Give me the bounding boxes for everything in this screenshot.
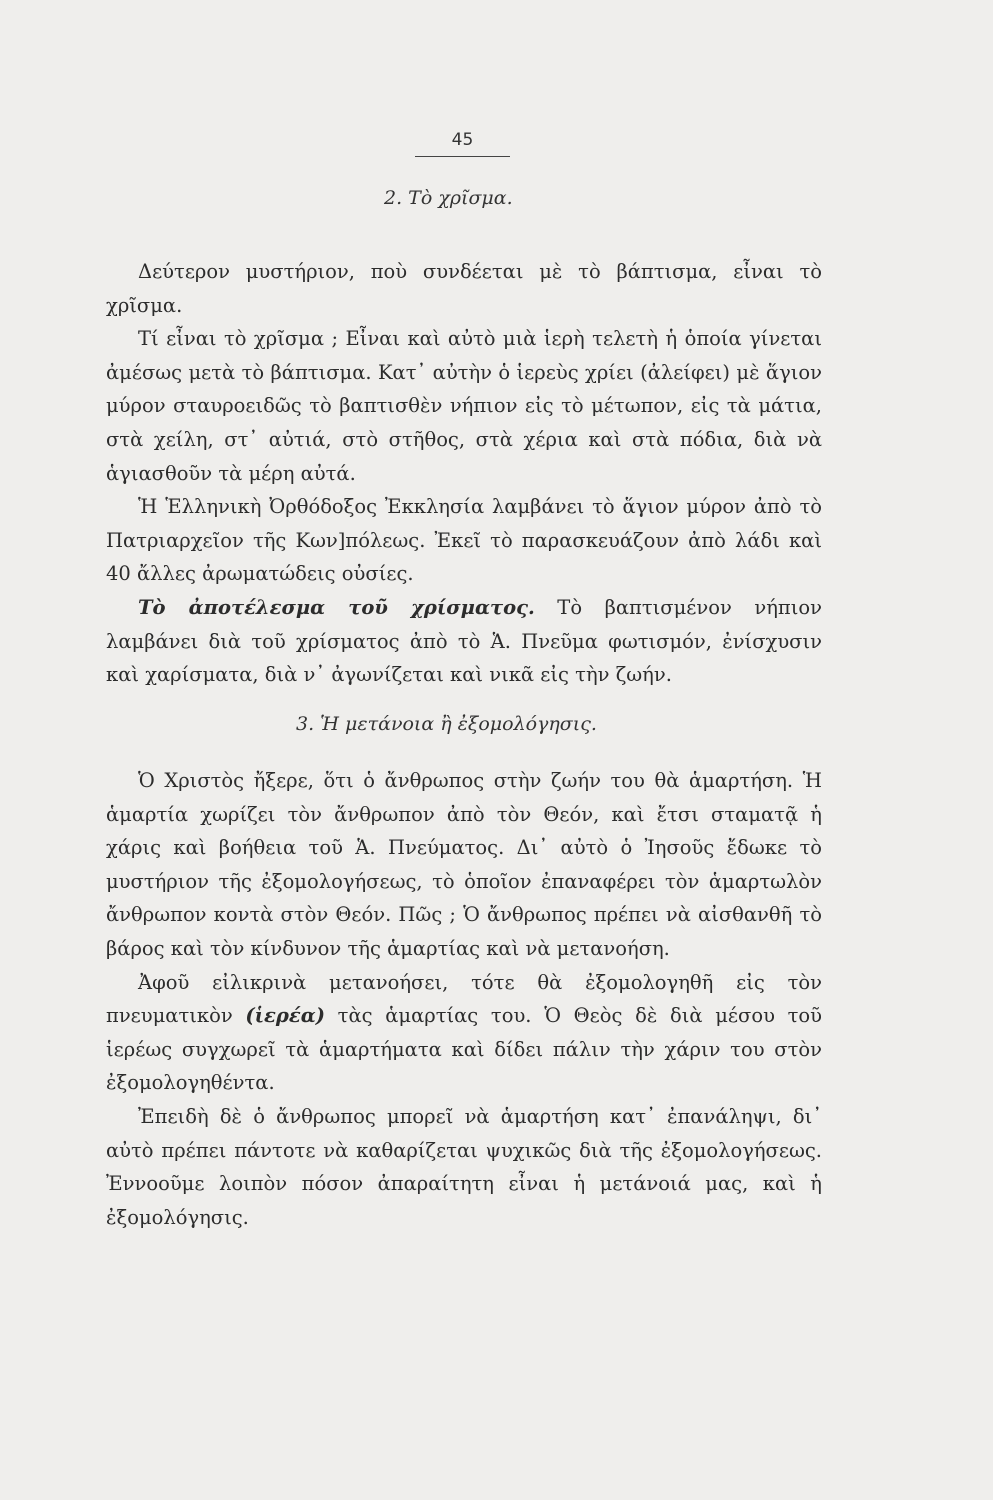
section-heading-chrisma: 2. Τὸ χρῖσμα. (384, 187, 513, 209)
result-label: Τὸ ἀποτέλεσμα τοῦ χρίσματος. (138, 595, 535, 619)
paragraph: Ὁ Χριστὸς ἤξερε, ὅτι ὁ ἄνθρωπος στὴν ζωήν του θὰ ἁμαρτήση. Ἡ ἁμαρτία χωρίζει τὸν ἄνθρωπον ἀπὸ τὸν Θεόν, καὶ ἔτσι σταματᾷ ἡ χάρις καὶ βοήθεια τοῦ Ἁ. Πνεύματος. Δι᾽ αὐτὸ ὁ Ἰησοῦς ἔδωκε τὸ μυστήριον τῆς ἐξομολογήσεως, τὸ ὁποῖον ἐπαναφέρει τὸν ἁμαρτωλὸν ἄνθρωπον κοντὰ στὸν Θεόν. Πῶς ; Ὁ ἄνθρωπος πρέπει νὰ αἰσθανθῆ τὸ βάρος καὶ τὸν κίνδυνον τῆς ἁμαρτίας καὶ νὰ μετανοήση. (106, 769, 822, 960)
paragraph-result (106, 591, 822, 692)
result-text: Τὸ βαπτισμένον νήπιον λαμβάνει διὰ τοῦ χρίσματος ἀπὸ τὸ Ἁ. Πνεῦμα φωτισμόν, ἐνίσχυσιν καὶ χαρίσματα, διὰ ν᾽ ἀγωνίζεται καὶ νικᾶ εἰς τὴν ζωήν. (106, 595, 822, 687)
emphasis-priest: (ἱερέα) (245, 1004, 325, 1028)
text-run: Ἀφοῦ εἰλικρινὰ μετανοήσει, τότε θὰ ἐξομολογηθῆ εἰς τὸν πνευματικὸν (106, 970, 822, 1028)
section-body-chrisma (106, 255, 822, 692)
section-body-metanoia (106, 764, 822, 1234)
paragraph: Ἡ Ἑλληνικὴ Ὀρθόδοξος Ἐκκλησία λαμβάνει τὸ ἅγιον μύρον ἀπὸ τὸ Πατριαρχεῖον τῆς Κων]πόλεως. Ἐκεῖ τὸ παρασκευάζουν ἀπὸ λάδι καὶ 40 ἄλλες ἀρωματώδεις οὐσίες. (106, 495, 822, 586)
paragraph (106, 966, 822, 1100)
text-run: τὰς ἁμαρτίας του. Ὁ Θεὸς δὲ διὰ μέσου τοῦ ἱερέως συγχωρεῖ τὰ ἁμαρτήματα καὶ δίδει πάλιν τὴν χάριν του στὸν ἐξομολογηθέντα. (106, 1004, 822, 1095)
paragraph: Δεύτερον μυστήριον, ποὺ συνδέεται μὲ τὸ βάπτισμα, εἶναι τὸ χρῖσμα. (106, 260, 822, 317)
section-heading-metanoia: 3. Ἡ μετάνοια ἢ ἐξομολόγησις. (296, 713, 597, 735)
page-number: 45 (451, 130, 474, 150)
page-number-rule (415, 156, 510, 157)
paragraph: Τί εἶναι τὸ χρῖσμα ; Εἶναι καὶ αὐτὸ μιὰ ἱερὴ τελετὴ ἡ ὁποία γίνεται ἀμέσως μετὰ τὸ βάπτισμα. Κατ᾽ αὐτὴν ὁ ἱερεὺς χρίει (ἀλείφει) μὲ ἅγιον μύρον σταυροειδῶς τὸ βαπτισθὲν νήπιον εἰς τὸ μέτωπον, εἰς τὰ μάτια, στὰ χείλη, στ᾽ αὐτιά, στὸ στῆθος, στὰ χέρια καὶ στὰ πόδια, διὰ νὰ ἁγιασθοῦν τὰ μέρη αὐτά. (106, 327, 822, 485)
paragraph: Ἐπειδὴ δὲ ὁ ἄνθρωπος μπορεῖ νὰ ἁμαρτήση κατ᾽ ἐπανάληψι, δι᾽ αὐτὸ πρέπει πάντοτε νὰ καθαρίζεται ψυχικῶς διὰ τῆς ἐξομολογήσεως. Ἐννοοῦμε λοιπὸν πόσον ἀπαραίτητη εἶναι ἡ μετάνοιά μας, καὶ ἡ ἐξομολόγησις. (106, 1104, 822, 1229)
